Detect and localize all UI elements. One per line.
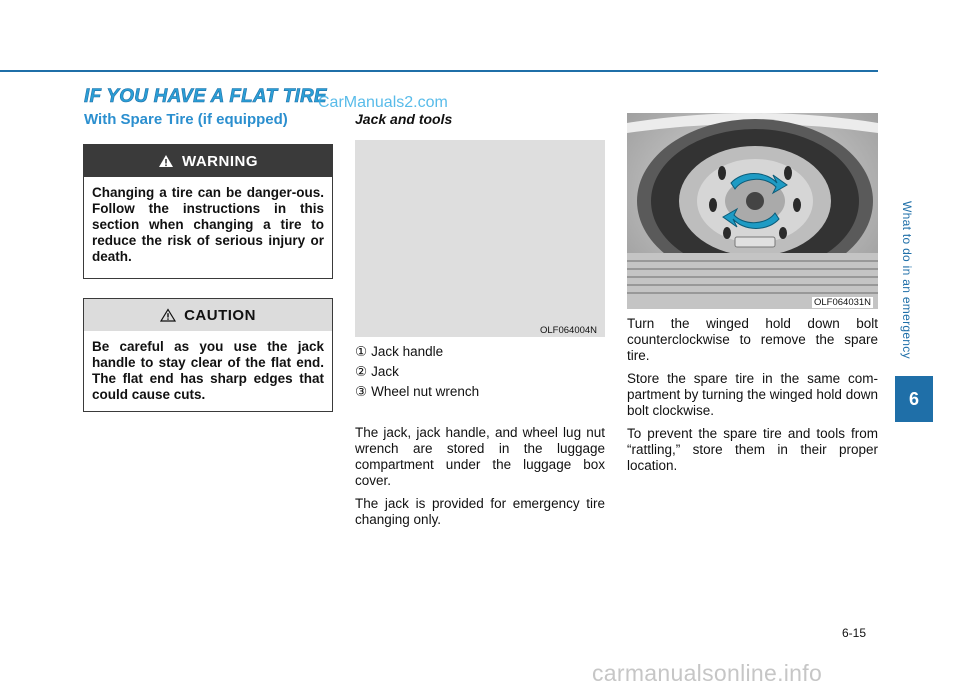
spare-tire-image-code: OLF064031N — [814, 297, 872, 308]
caution-text: Be careful as you use the jack handle to stay clear of the flat end. The flat end has sharp edges that could cause cuts. — [92, 339, 324, 402]
item-marker: ③ — [355, 384, 368, 399]
list-item — [355, 342, 605, 362]
list-item — [355, 382, 605, 402]
jack-tools-text — [355, 425, 605, 535]
warning-box — [83, 144, 333, 279]
store-paragraph: Store the spare tire in the same com-partment by turning the winged hold down bolt clockwise. — [627, 371, 878, 418]
item-label: Wheel nut wrench — [371, 384, 480, 399]
spare-tire-text — [627, 316, 878, 481]
remove-paragraph: Turn the winged hold down bolt counterclockwise to remove the spare tire. — [627, 316, 878, 363]
warning-text: Changing a tire can be danger-ous. Follow the instructions in this section when changing a tire to reduce the risk of serious injury or death. — [92, 185, 324, 264]
jack-storage-paragraph: The jack, jack handle, and wheel lug nut wrench are stored in the luggage compartment under the luggage box cover. — [355, 425, 605, 488]
jack-tools-image-code: OLF064004N — [540, 325, 598, 336]
item-label: Jack handle — [371, 344, 444, 359]
item-marker: ① — [355, 344, 368, 359]
list-item — [355, 362, 605, 382]
item-label: Jack — [371, 364, 399, 379]
item-marker: ② — [355, 364, 368, 379]
caution-box — [83, 298, 333, 412]
top-rule — [0, 70, 878, 72]
section-title: IF YOU HAVE A FLAT TIRE — [84, 86, 327, 107]
warning-header — [84, 145, 332, 177]
jack-tools-heading: Jack and tools — [355, 111, 453, 127]
page-number: 6-15 — [842, 626, 867, 640]
subheading: With Spare Tire (if equipped) — [84, 111, 288, 128]
watermark-bottom[interactable]: carmanualsonline.info — [592, 660, 823, 686]
warning-icon — [158, 154, 174, 168]
jack-usage-paragraph: The jack is provided for emergency tire changing only. — [355, 496, 605, 527]
chapter-side-label: What to do in an emergency — [900, 201, 914, 359]
caution-header — [84, 299, 332, 331]
rattle-paragraph: To prevent the spare tire and tools from “rattling,” store them in their proper location. — [627, 426, 878, 473]
jack-tools-section — [355, 111, 605, 127]
jack-tools-image — [355, 140, 605, 337]
spare-tire-photo — [627, 113, 878, 309]
tool-list — [355, 342, 605, 402]
watermark-top[interactable]: CarManuals2.com — [318, 94, 448, 111]
warning-label: WARNING — [182, 152, 258, 170]
caution-icon — [160, 308, 176, 322]
caution-label: CAUTION — [184, 306, 256, 324]
spare-tire-illustration — [627, 113, 878, 309]
chapter-tab[interactable]: 6 — [895, 376, 933, 422]
